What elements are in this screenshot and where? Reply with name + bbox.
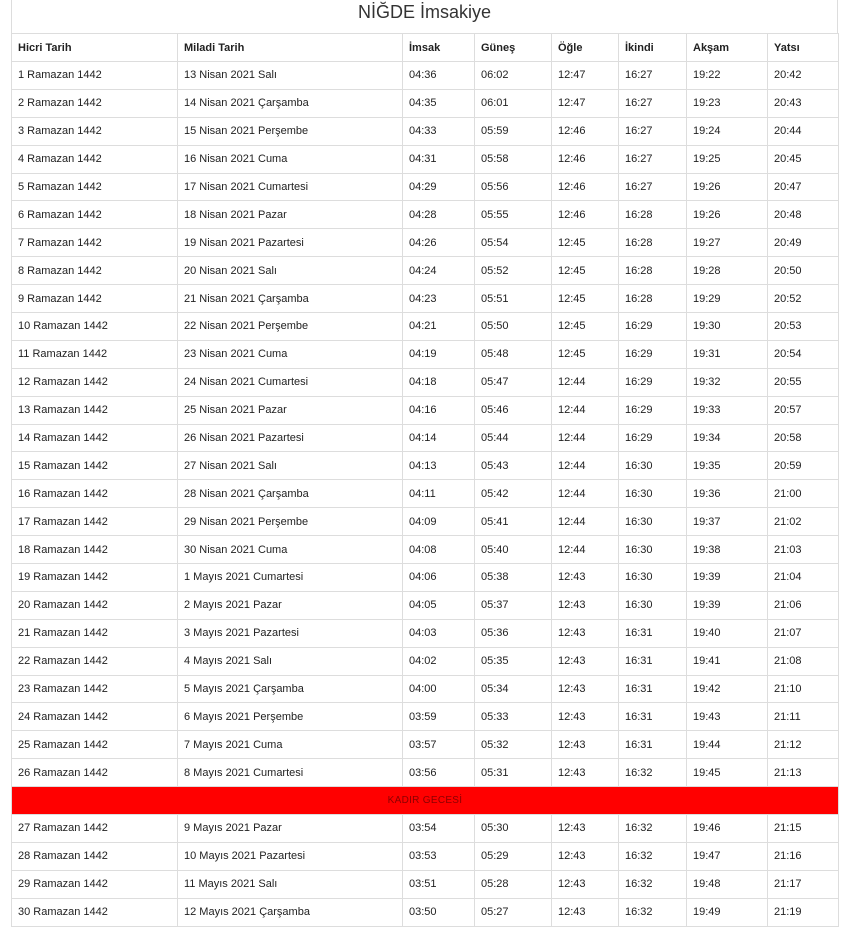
cell-miladi-tarih: 8 Mayıs 2021 Cumartesi bbox=[178, 759, 403, 787]
cell-miladi-tarih: 27 Nisan 2021 Salı bbox=[178, 452, 403, 480]
cell-ikindi: 16:29 bbox=[619, 313, 687, 341]
cell-yatsi: 20:57 bbox=[768, 396, 839, 424]
cell-ogle: 12:43 bbox=[552, 759, 619, 787]
cell-yatsi: 21:06 bbox=[768, 591, 839, 619]
cell-aksam: 19:27 bbox=[687, 229, 768, 257]
cell-aksam: 19:34 bbox=[687, 424, 768, 452]
table-row bbox=[12, 870, 839, 898]
cell-imsak: 04:18 bbox=[403, 368, 475, 396]
cell-yatsi: 21:13 bbox=[768, 759, 839, 787]
cell-ikindi: 16:29 bbox=[619, 368, 687, 396]
cell-hicri-tarih: 11 Ramazan 1442 bbox=[12, 340, 178, 368]
cell-ikindi: 16:31 bbox=[619, 619, 687, 647]
page-title: NİĞDE İmsakiye bbox=[11, 0, 838, 33]
cell-miladi-tarih: 4 Mayıs 2021 Salı bbox=[178, 647, 403, 675]
cell-gunes: 05:37 bbox=[475, 591, 552, 619]
column-header-gunes: Güneş bbox=[475, 34, 552, 62]
cell-aksam: 19:25 bbox=[687, 145, 768, 173]
table-row bbox=[12, 536, 839, 564]
cell-yatsi: 20:55 bbox=[768, 368, 839, 396]
cell-imsak: 03:51 bbox=[403, 870, 475, 898]
cell-ikindi: 16:27 bbox=[619, 117, 687, 145]
cell-yatsi: 20:47 bbox=[768, 173, 839, 201]
cell-ikindi: 16:31 bbox=[619, 675, 687, 703]
cell-hicri-tarih: 3 Ramazan 1442 bbox=[12, 117, 178, 145]
cell-ogle: 12:45 bbox=[552, 257, 619, 285]
cell-imsak: 04:19 bbox=[403, 340, 475, 368]
cell-aksam: 19:23 bbox=[687, 89, 768, 117]
cell-imsak: 04:35 bbox=[403, 89, 475, 117]
cell-ogle: 12:44 bbox=[552, 508, 619, 536]
imsakiye-table bbox=[11, 33, 839, 927]
cell-gunes: 05:30 bbox=[475, 815, 552, 843]
cell-gunes: 05:40 bbox=[475, 536, 552, 564]
cell-hicri-tarih: 7 Ramazan 1442 bbox=[12, 229, 178, 257]
cell-ogle: 12:43 bbox=[552, 591, 619, 619]
table-row bbox=[12, 480, 839, 508]
cell-ikindi: 16:28 bbox=[619, 257, 687, 285]
cell-hicri-tarih: 23 Ramazan 1442 bbox=[12, 675, 178, 703]
table-row bbox=[12, 564, 839, 592]
cell-hicri-tarih: 24 Ramazan 1442 bbox=[12, 703, 178, 731]
cell-ikindi: 16:30 bbox=[619, 591, 687, 619]
table-row bbox=[12, 62, 839, 90]
cell-aksam: 19:46 bbox=[687, 815, 768, 843]
table-row bbox=[12, 842, 839, 870]
cell-gunes: 05:50 bbox=[475, 313, 552, 341]
cell-aksam: 19:40 bbox=[687, 619, 768, 647]
cell-gunes: 05:35 bbox=[475, 647, 552, 675]
cell-aksam: 19:49 bbox=[687, 898, 768, 926]
table-row bbox=[12, 89, 839, 117]
cell-yatsi: 20:42 bbox=[768, 62, 839, 90]
cell-yatsi: 20:48 bbox=[768, 201, 839, 229]
cell-hicri-tarih: 2 Ramazan 1442 bbox=[12, 89, 178, 117]
cell-ogle: 12:43 bbox=[552, 675, 619, 703]
table-row bbox=[12, 452, 839, 480]
cell-aksam: 19:26 bbox=[687, 201, 768, 229]
cell-gunes: 05:51 bbox=[475, 285, 552, 313]
cell-miladi-tarih: 20 Nisan 2021 Salı bbox=[178, 257, 403, 285]
cell-ogle: 12:43 bbox=[552, 898, 619, 926]
cell-ikindi: 16:30 bbox=[619, 452, 687, 480]
cell-miladi-tarih: 18 Nisan 2021 Pazar bbox=[178, 201, 403, 229]
cell-gunes: 05:29 bbox=[475, 842, 552, 870]
cell-ikindi: 16:29 bbox=[619, 424, 687, 452]
table-row bbox=[12, 424, 839, 452]
column-header-ogle: Öğle bbox=[552, 34, 619, 62]
cell-yatsi: 20:45 bbox=[768, 145, 839, 173]
cell-imsak: 04:23 bbox=[403, 285, 475, 313]
cell-ikindi: 16:30 bbox=[619, 480, 687, 508]
cell-miladi-tarih: 30 Nisan 2021 Cuma bbox=[178, 536, 403, 564]
cell-ikindi: 16:29 bbox=[619, 340, 687, 368]
table-row bbox=[12, 285, 839, 313]
cell-miladi-tarih: 14 Nisan 2021 Çarşamba bbox=[178, 89, 403, 117]
cell-imsak: 04:00 bbox=[403, 675, 475, 703]
cell-imsak: 04:09 bbox=[403, 508, 475, 536]
cell-ogle: 12:43 bbox=[552, 815, 619, 843]
cell-imsak: 04:05 bbox=[403, 591, 475, 619]
cell-gunes: 05:48 bbox=[475, 340, 552, 368]
table-row bbox=[12, 173, 839, 201]
table-row bbox=[12, 815, 839, 843]
cell-ogle: 12:44 bbox=[552, 536, 619, 564]
cell-aksam: 19:47 bbox=[687, 842, 768, 870]
cell-hicri-tarih: 15 Ramazan 1442 bbox=[12, 452, 178, 480]
cell-ikindi: 16:31 bbox=[619, 731, 687, 759]
cell-ikindi: 16:32 bbox=[619, 898, 687, 926]
cell-aksam: 19:44 bbox=[687, 731, 768, 759]
column-header-yatsi: Yatsı bbox=[768, 34, 839, 62]
cell-imsak: 03:53 bbox=[403, 842, 475, 870]
cell-ikindi: 16:28 bbox=[619, 229, 687, 257]
cell-ikindi: 16:27 bbox=[619, 89, 687, 117]
cell-imsak: 04:26 bbox=[403, 229, 475, 257]
cell-hicri-tarih: 10 Ramazan 1442 bbox=[12, 313, 178, 341]
table-row bbox=[12, 368, 839, 396]
cell-gunes: 05:58 bbox=[475, 145, 552, 173]
cell-imsak: 03:56 bbox=[403, 759, 475, 787]
cell-miladi-tarih: 21 Nisan 2021 Çarşamba bbox=[178, 285, 403, 313]
cell-hicri-tarih: 13 Ramazan 1442 bbox=[12, 396, 178, 424]
table-header-row bbox=[12, 34, 839, 62]
cell-yatsi: 21:03 bbox=[768, 536, 839, 564]
cell-ogle: 12:46 bbox=[552, 201, 619, 229]
cell-ogle: 12:45 bbox=[552, 285, 619, 313]
cell-miladi-tarih: 28 Nisan 2021 Çarşamba bbox=[178, 480, 403, 508]
cell-imsak: 04:33 bbox=[403, 117, 475, 145]
cell-aksam: 19:39 bbox=[687, 591, 768, 619]
cell-hicri-tarih: 21 Ramazan 1442 bbox=[12, 619, 178, 647]
cell-gunes: 05:42 bbox=[475, 480, 552, 508]
cell-aksam: 19:22 bbox=[687, 62, 768, 90]
table-row bbox=[12, 675, 839, 703]
cell-yatsi: 20:52 bbox=[768, 285, 839, 313]
cell-yatsi: 20:53 bbox=[768, 313, 839, 341]
cell-aksam: 19:36 bbox=[687, 480, 768, 508]
cell-aksam: 19:31 bbox=[687, 340, 768, 368]
cell-ikindi: 16:32 bbox=[619, 870, 687, 898]
cell-gunes: 05:54 bbox=[475, 229, 552, 257]
cell-yatsi: 21:11 bbox=[768, 703, 839, 731]
cell-hicri-tarih: 22 Ramazan 1442 bbox=[12, 647, 178, 675]
kadir-gecesi-label: KADIR GECESİ bbox=[12, 787, 839, 815]
cell-miladi-tarih: 24 Nisan 2021 Cumartesi bbox=[178, 368, 403, 396]
cell-hicri-tarih: 5 Ramazan 1442 bbox=[12, 173, 178, 201]
column-header-miladi-tarih: Miladi Tarih bbox=[178, 34, 403, 62]
cell-yatsi: 20:50 bbox=[768, 257, 839, 285]
column-header-ikindi: İkindi bbox=[619, 34, 687, 62]
cell-gunes: 05:31 bbox=[475, 759, 552, 787]
cell-ogle: 12:44 bbox=[552, 480, 619, 508]
cell-ogle: 12:44 bbox=[552, 452, 619, 480]
cell-miladi-tarih: 19 Nisan 2021 Pazartesi bbox=[178, 229, 403, 257]
cell-hicri-tarih: 17 Ramazan 1442 bbox=[12, 508, 178, 536]
cell-yatsi: 21:19 bbox=[768, 898, 839, 926]
cell-hicri-tarih: 25 Ramazan 1442 bbox=[12, 731, 178, 759]
cell-ikindi: 16:32 bbox=[619, 842, 687, 870]
cell-ogle: 12:44 bbox=[552, 368, 619, 396]
cell-ikindi: 16:29 bbox=[619, 396, 687, 424]
cell-yatsi: 21:16 bbox=[768, 842, 839, 870]
cell-gunes: 05:33 bbox=[475, 703, 552, 731]
cell-hicri-tarih: 16 Ramazan 1442 bbox=[12, 480, 178, 508]
cell-miladi-tarih: 2 Mayıs 2021 Pazar bbox=[178, 591, 403, 619]
cell-hicri-tarih: 6 Ramazan 1442 bbox=[12, 201, 178, 229]
cell-miladi-tarih: 25 Nisan 2021 Pazar bbox=[178, 396, 403, 424]
cell-gunes: 05:36 bbox=[475, 619, 552, 647]
cell-ogle: 12:43 bbox=[552, 647, 619, 675]
cell-gunes: 05:43 bbox=[475, 452, 552, 480]
table-body bbox=[12, 62, 839, 927]
cell-ogle: 12:43 bbox=[552, 619, 619, 647]
cell-imsak: 04:11 bbox=[403, 480, 475, 508]
cell-hicri-tarih: 1 Ramazan 1442 bbox=[12, 62, 178, 90]
cell-ogle: 12:45 bbox=[552, 340, 619, 368]
cell-yatsi: 21:10 bbox=[768, 675, 839, 703]
cell-gunes: 05:52 bbox=[475, 257, 552, 285]
table-row bbox=[12, 759, 839, 787]
column-header-imsak: İmsak bbox=[403, 34, 475, 62]
cell-ogle: 12:46 bbox=[552, 145, 619, 173]
cell-aksam: 19:48 bbox=[687, 870, 768, 898]
cell-aksam: 19:39 bbox=[687, 564, 768, 592]
cell-hicri-tarih: 12 Ramazan 1442 bbox=[12, 368, 178, 396]
cell-hicri-tarih: 8 Ramazan 1442 bbox=[12, 257, 178, 285]
cell-miladi-tarih: 3 Mayıs 2021 Pazartesi bbox=[178, 619, 403, 647]
cell-aksam: 19:28 bbox=[687, 257, 768, 285]
cell-imsak: 04:31 bbox=[403, 145, 475, 173]
cell-yatsi: 21:08 bbox=[768, 647, 839, 675]
cell-hicri-tarih: 20 Ramazan 1442 bbox=[12, 591, 178, 619]
table-row bbox=[12, 703, 839, 731]
cell-miladi-tarih: 1 Mayıs 2021 Cumartesi bbox=[178, 564, 403, 592]
table-row bbox=[12, 229, 839, 257]
kadir-gecesi-row bbox=[12, 787, 839, 815]
cell-hicri-tarih: 4 Ramazan 1442 bbox=[12, 145, 178, 173]
cell-ikindi: 16:28 bbox=[619, 201, 687, 229]
cell-gunes: 05:34 bbox=[475, 675, 552, 703]
cell-gunes: 05:47 bbox=[475, 368, 552, 396]
cell-yatsi: 21:00 bbox=[768, 480, 839, 508]
cell-aksam: 19:45 bbox=[687, 759, 768, 787]
cell-ogle: 12:43 bbox=[552, 731, 619, 759]
cell-miladi-tarih: 5 Mayıs 2021 Çarşamba bbox=[178, 675, 403, 703]
column-header-hicri-tarih: Hicri Tarih bbox=[12, 34, 178, 62]
cell-ikindi: 16:27 bbox=[619, 62, 687, 90]
cell-gunes: 05:32 bbox=[475, 731, 552, 759]
cell-yatsi: 21:07 bbox=[768, 619, 839, 647]
cell-ikindi: 16:30 bbox=[619, 564, 687, 592]
cell-yatsi: 21:04 bbox=[768, 564, 839, 592]
cell-hicri-tarih: 14 Ramazan 1442 bbox=[12, 424, 178, 452]
cell-ikindi: 16:32 bbox=[619, 759, 687, 787]
cell-ikindi: 16:30 bbox=[619, 508, 687, 536]
cell-yatsi: 21:02 bbox=[768, 508, 839, 536]
cell-gunes: 05:41 bbox=[475, 508, 552, 536]
cell-imsak: 03:50 bbox=[403, 898, 475, 926]
cell-imsak: 04:03 bbox=[403, 619, 475, 647]
cell-gunes: 05:55 bbox=[475, 201, 552, 229]
imsakiye-container bbox=[11, 0, 838, 927]
cell-imsak: 04:24 bbox=[403, 257, 475, 285]
cell-ikindi: 16:31 bbox=[619, 647, 687, 675]
cell-ogle: 12:44 bbox=[552, 424, 619, 452]
cell-miladi-tarih: 12 Mayıs 2021 Çarşamba bbox=[178, 898, 403, 926]
cell-miladi-tarih: 9 Mayıs 2021 Pazar bbox=[178, 815, 403, 843]
cell-ikindi: 16:28 bbox=[619, 285, 687, 313]
cell-imsak: 04:14 bbox=[403, 424, 475, 452]
cell-aksam: 19:32 bbox=[687, 368, 768, 396]
cell-yatsi: 20:44 bbox=[768, 117, 839, 145]
table-row bbox=[12, 313, 839, 341]
table-row bbox=[12, 117, 839, 145]
cell-aksam: 19:43 bbox=[687, 703, 768, 731]
cell-yatsi: 20:54 bbox=[768, 340, 839, 368]
cell-imsak: 03:59 bbox=[403, 703, 475, 731]
cell-miladi-tarih: 6 Mayıs 2021 Perşembe bbox=[178, 703, 403, 731]
cell-aksam: 19:26 bbox=[687, 173, 768, 201]
cell-hicri-tarih: 18 Ramazan 1442 bbox=[12, 536, 178, 564]
cell-yatsi: 21:12 bbox=[768, 731, 839, 759]
cell-miladi-tarih: 23 Nisan 2021 Cuma bbox=[178, 340, 403, 368]
cell-aksam: 19:29 bbox=[687, 285, 768, 313]
cell-gunes: 05:27 bbox=[475, 898, 552, 926]
cell-gunes: 05:46 bbox=[475, 396, 552, 424]
table-row bbox=[12, 591, 839, 619]
cell-imsak: 04:02 bbox=[403, 647, 475, 675]
table-row bbox=[12, 731, 839, 759]
cell-hicri-tarih: 29 Ramazan 1442 bbox=[12, 870, 178, 898]
cell-ogle: 12:43 bbox=[552, 564, 619, 592]
cell-aksam: 19:42 bbox=[687, 675, 768, 703]
table-row bbox=[12, 145, 839, 173]
cell-gunes: 05:44 bbox=[475, 424, 552, 452]
cell-aksam: 19:41 bbox=[687, 647, 768, 675]
cell-miladi-tarih: 29 Nisan 2021 Perşembe bbox=[178, 508, 403, 536]
cell-imsak: 03:54 bbox=[403, 815, 475, 843]
cell-aksam: 19:37 bbox=[687, 508, 768, 536]
table-row bbox=[12, 619, 839, 647]
cell-yatsi: 20:59 bbox=[768, 452, 839, 480]
cell-ikindi: 16:32 bbox=[619, 815, 687, 843]
cell-hicri-tarih: 26 Ramazan 1442 bbox=[12, 759, 178, 787]
cell-imsak: 04:29 bbox=[403, 173, 475, 201]
cell-gunes: 05:59 bbox=[475, 117, 552, 145]
cell-miladi-tarih: 10 Mayıs 2021 Pazartesi bbox=[178, 842, 403, 870]
cell-gunes: 05:56 bbox=[475, 173, 552, 201]
cell-miladi-tarih: 26 Nisan 2021 Pazartesi bbox=[178, 424, 403, 452]
cell-ogle: 12:47 bbox=[552, 62, 619, 90]
cell-imsak: 04:28 bbox=[403, 201, 475, 229]
cell-miladi-tarih: 13 Nisan 2021 Salı bbox=[178, 62, 403, 90]
cell-ikindi: 16:30 bbox=[619, 536, 687, 564]
cell-imsak: 04:08 bbox=[403, 536, 475, 564]
cell-ikindi: 16:27 bbox=[619, 173, 687, 201]
cell-gunes: 05:38 bbox=[475, 564, 552, 592]
cell-gunes: 06:02 bbox=[475, 62, 552, 90]
cell-yatsi: 20:49 bbox=[768, 229, 839, 257]
cell-hicri-tarih: 9 Ramazan 1442 bbox=[12, 285, 178, 313]
cell-miladi-tarih: 7 Mayıs 2021 Cuma bbox=[178, 731, 403, 759]
cell-miladi-tarih: 16 Nisan 2021 Cuma bbox=[178, 145, 403, 173]
cell-yatsi: 21:17 bbox=[768, 870, 839, 898]
cell-aksam: 19:24 bbox=[687, 117, 768, 145]
table-row bbox=[12, 340, 839, 368]
cell-hicri-tarih: 28 Ramazan 1442 bbox=[12, 842, 178, 870]
table-row bbox=[12, 201, 839, 229]
cell-ogle: 12:43 bbox=[552, 842, 619, 870]
cell-hicri-tarih: 30 Ramazan 1442 bbox=[12, 898, 178, 926]
cell-imsak: 04:13 bbox=[403, 452, 475, 480]
cell-aksam: 19:38 bbox=[687, 536, 768, 564]
cell-aksam: 19:35 bbox=[687, 452, 768, 480]
cell-imsak: 04:21 bbox=[403, 313, 475, 341]
cell-miladi-tarih: 22 Nisan 2021 Perşembe bbox=[178, 313, 403, 341]
table-row bbox=[12, 396, 839, 424]
cell-miladi-tarih: 17 Nisan 2021 Cumartesi bbox=[178, 173, 403, 201]
cell-yatsi: 20:43 bbox=[768, 89, 839, 117]
cell-imsak: 04:16 bbox=[403, 396, 475, 424]
cell-ogle: 12:43 bbox=[552, 870, 619, 898]
cell-miladi-tarih: 15 Nisan 2021 Perşembe bbox=[178, 117, 403, 145]
column-header-aksam: Akşam bbox=[687, 34, 768, 62]
cell-yatsi: 21:15 bbox=[768, 815, 839, 843]
cell-ogle: 12:45 bbox=[552, 313, 619, 341]
cell-gunes: 05:28 bbox=[475, 870, 552, 898]
cell-imsak: 04:06 bbox=[403, 564, 475, 592]
cell-miladi-tarih: 11 Mayıs 2021 Salı bbox=[178, 870, 403, 898]
cell-ikindi: 16:27 bbox=[619, 145, 687, 173]
cell-ogle: 12:47 bbox=[552, 89, 619, 117]
cell-ogle: 12:43 bbox=[552, 703, 619, 731]
cell-yatsi: 20:58 bbox=[768, 424, 839, 452]
table-row bbox=[12, 898, 839, 926]
cell-imsak: 03:57 bbox=[403, 731, 475, 759]
table-row bbox=[12, 508, 839, 536]
cell-aksam: 19:30 bbox=[687, 313, 768, 341]
cell-ogle: 12:45 bbox=[552, 229, 619, 257]
cell-hicri-tarih: 27 Ramazan 1442 bbox=[12, 815, 178, 843]
cell-ogle: 12:46 bbox=[552, 173, 619, 201]
cell-ogle: 12:46 bbox=[552, 117, 619, 145]
table-row bbox=[12, 257, 839, 285]
cell-hicri-tarih: 19 Ramazan 1442 bbox=[12, 564, 178, 592]
cell-aksam: 19:33 bbox=[687, 396, 768, 424]
cell-gunes: 06:01 bbox=[475, 89, 552, 117]
cell-ikindi: 16:31 bbox=[619, 703, 687, 731]
cell-imsak: 04:36 bbox=[403, 62, 475, 90]
table-row bbox=[12, 647, 839, 675]
cell-ogle: 12:44 bbox=[552, 396, 619, 424]
